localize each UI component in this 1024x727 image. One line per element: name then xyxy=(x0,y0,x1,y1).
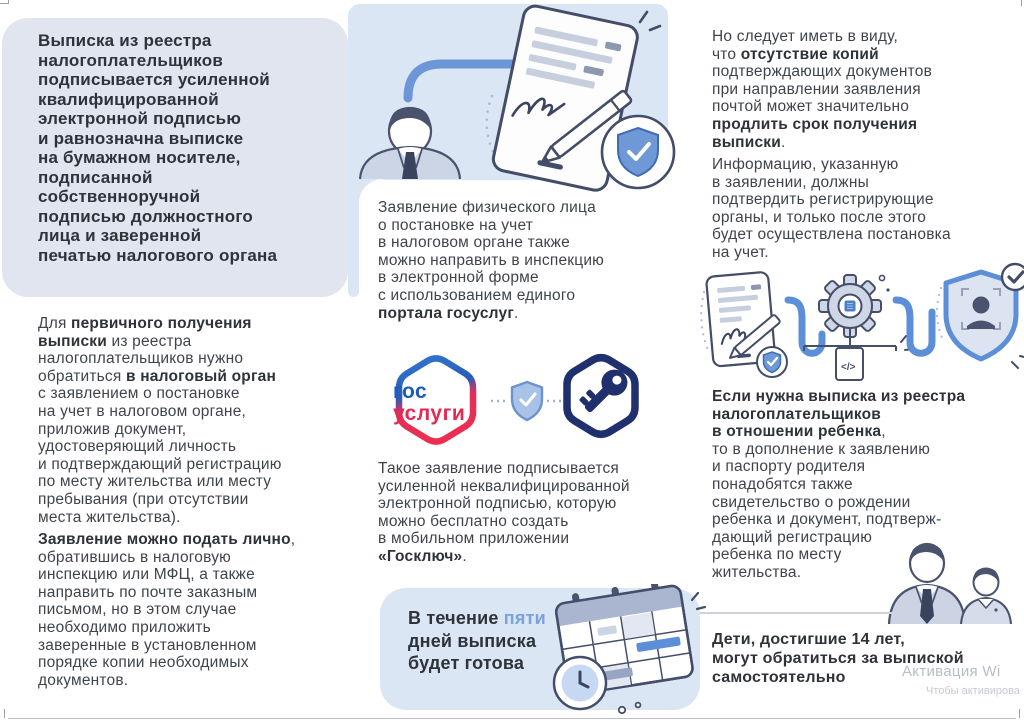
middle-paragraph-1: Заявление физического лица о постановке на учет в налоговом органе также можно направить в инспекцию в электронной форме с использованием единого портала госуслуг. xyxy=(378,199,605,322)
section-divider xyxy=(700,612,893,614)
right-paragraph-4: Дети, достигшие 14 лет, могут обратиться за выпиской самостоятельно xyxy=(712,631,964,686)
adult-icon xyxy=(889,544,965,624)
mini-shield-badge-icon xyxy=(757,347,787,377)
gosuslugi-text-bottom: услуги xyxy=(393,402,466,425)
watermark-line-2: Чтобы активирова xyxy=(926,685,1020,697)
person-icon xyxy=(360,107,460,179)
connector-line xyxy=(896,300,932,353)
gosuslugi-logo xyxy=(372,350,492,452)
verification-process-illustration xyxy=(698,262,1024,388)
signing-illustration xyxy=(350,0,680,205)
crop-mark-top-right xyxy=(1021,0,1022,6)
child-icon xyxy=(961,568,1011,624)
goskey-logo xyxy=(556,350,646,442)
right-paragraph-2: Информацию, указанную в заявлении, должны подтвердить регистрирующие органы, и только после этого будет осуществлена постановка на учет. xyxy=(712,156,951,261)
clock-icon xyxy=(554,657,606,709)
sparkle-icon xyxy=(640,12,660,30)
crop-mark-top-left-v xyxy=(8,0,9,4)
identity-shield-icon xyxy=(937,264,1024,368)
shield-check-badge-icon xyxy=(602,116,674,188)
deadline-text: В течение пяти дней выписка будет готова xyxy=(408,608,546,673)
headline-text: Выписка из реестра налогоплательщиков подписывается усиленной квалифицированной электронной подписью и равнозначна выписке на бумажном носителе, подписанной собственноручной подписью должностного лица и заверенной печатью налогового органа xyxy=(38,31,278,265)
shield-link-icon xyxy=(490,378,564,424)
left-paragraph-2: Заявление можно подать лично, обратившись в налоговую инспекцию или МФЦ, а также направить по почте заказным письмом, но в этом случае необходимо приложить заверенные в установленном порядке копии необходимых документов. xyxy=(38,531,296,689)
gear-chip-icon xyxy=(819,275,890,337)
parent-child-illustration xyxy=(883,538,1013,624)
sparkle-icon xyxy=(692,593,705,609)
right-paragraph-1: Но следует иметь в виду, что отсутствие копий подтверждающих документов при направлении заявления почтой может значительно продлить срок получения выписки. xyxy=(712,28,933,151)
right-paragraph-3: Если нужна выписка из реестра налогоплательщиков в отношении ребенка, то в дополнение к заявлению и паспорту родителя понадобятся также свидетельство о рождении ребенка и документ, подтверж- дающий регистрацию ребенка по месту жительства. xyxy=(712,388,966,581)
gosuslugi-text-top: гос xyxy=(393,380,428,403)
page-bottom-rule xyxy=(8,718,1016,719)
calendar-clock-illustration xyxy=(540,584,708,718)
watermark-line-1: Активация Wi xyxy=(902,663,1001,680)
middle-paragraph-2: Такое заявление подписывается усиленной неквалифицированной электронной подписью, которую можно бесплатно создать в мобильном приложении «Госключ». xyxy=(378,460,630,565)
crop-mark-bottom-left xyxy=(4,709,5,718)
left-paragraph-1: Для первичного получения выписки из реестра налогоплательщиков нужно обратиться в налоговый орган с заявлением о постановке на учет в налоговом органе, приложив документ, удостоверяющий личность и подтверждающий регистрацию по месту жительства или месту пребывания (при отсутствии места жительства). xyxy=(38,315,282,526)
crop-mark-top-left xyxy=(0,3,8,4)
windows-activation-watermark xyxy=(902,663,1024,697)
code-label: </> xyxy=(841,362,856,373)
crop-mark-bottom-right xyxy=(1019,709,1020,718)
